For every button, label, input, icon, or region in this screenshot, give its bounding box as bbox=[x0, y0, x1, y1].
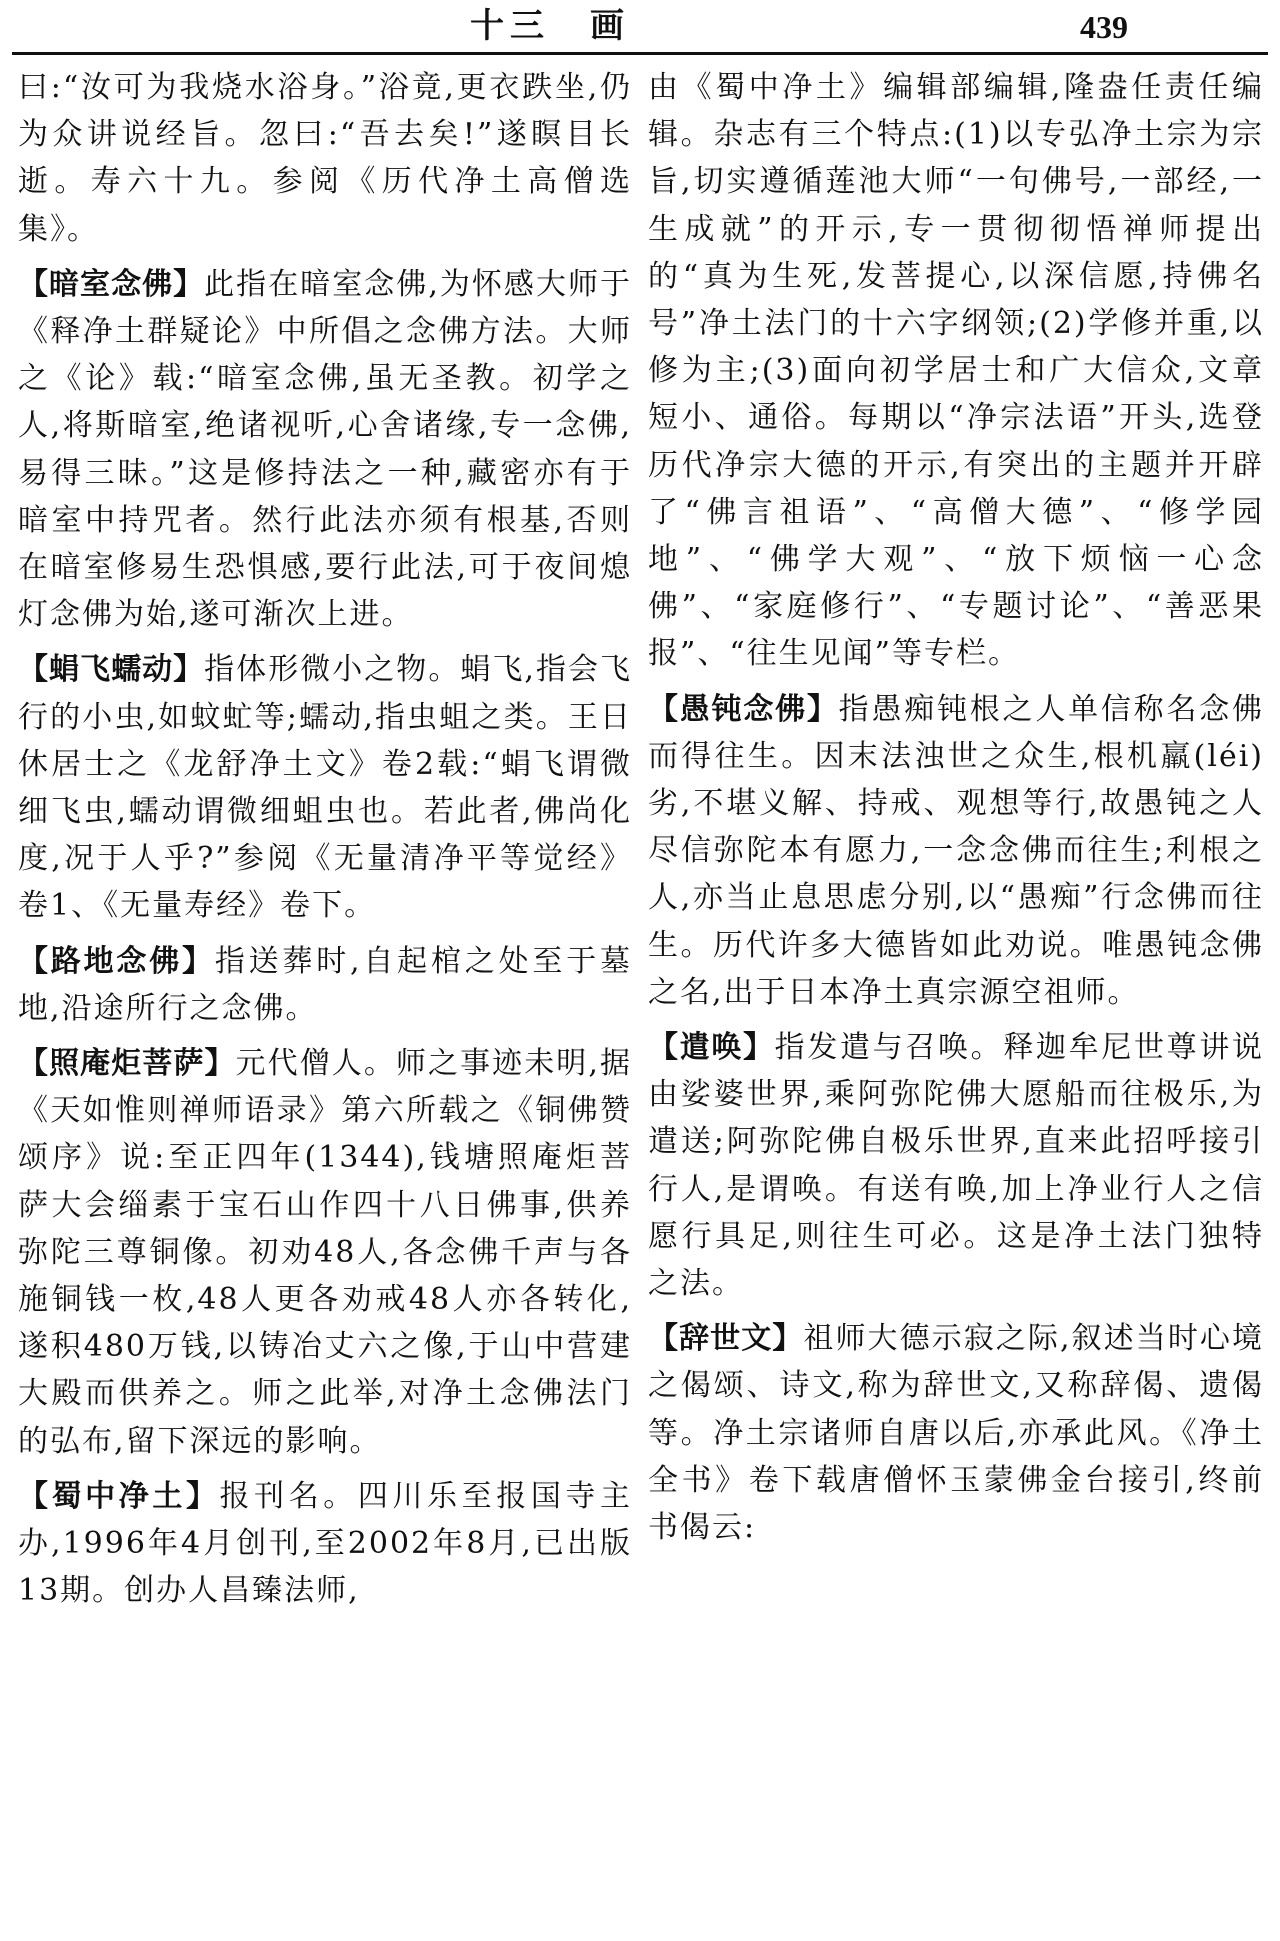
dictionary-entry bbox=[18, 646, 632, 929]
entry-definition: 祖师大德示寂之际,叙述当时心境之偈颂、诗文,称为辞世文,又称辞偈、遗偈等。净土宗诸师自唐以后,亦承此风。《净土全书》卷下载唐僧怀玉蒙佛金台接引,终前书偈云: bbox=[648, 1321, 1264, 1546]
dictionary-entry bbox=[648, 1024, 1264, 1307]
header-rule bbox=[12, 52, 1268, 55]
entry-definition: 指送葬时,自起棺之处至于墓地,沿途所行之念佛。 bbox=[18, 943, 632, 1026]
entry-headword: 【暗室念佛】 bbox=[18, 266, 205, 302]
entry-headword: 【遣唤】 bbox=[648, 1030, 775, 1066]
dictionary-entry bbox=[18, 1040, 632, 1465]
right-column bbox=[648, 64, 1264, 1559]
entry-definition: 报刊名。四川乐至报国寺主办,1996年4月创刊,至2002年8月,已出版13期。创办人昌臻法师, bbox=[18, 1478, 633, 1609]
dictionary-entry bbox=[648, 686, 1264, 1016]
entry-definition: 指发遣与召唤。释迦牟尼世尊讲说由娑婆世界,乘阿弥陀佛大愿船而往极乐,为遣送;阿弥陀佛自极乐世界,直来此招呼接引行人,是谓唤。有送有唤,加上净业行人之信愿行具足,则往生可必。这是净土法门独特之法。 bbox=[648, 1030, 1265, 1302]
dictionary-entry bbox=[18, 261, 632, 639]
entry-definition: 元代僧人。师之事迹未明,据《天如惟则禅师语录》第六所载之《铜佛赞颂序》说:至正四年(1344),钱塘照庵炬菩萨大会缁素于宝石山作四十八日佛事,供养弥陀三尊铜像。初劝48人,各念佛千声与各施铜钱一枚,48人更各劝戒48人亦各转化,遂积480万钱,以铸冶丈六之像,于山中营建大殿而供养之。师之此举,对净土念佛法门的弘布,留下深远的影响。 bbox=[18, 1046, 633, 1459]
entry-headword: 【路地念佛】 bbox=[18, 943, 215, 979]
left-column bbox=[18, 64, 632, 1623]
entry-definition: 指愚痴钝根之人单信称名念佛而得往生。因末法浊世之众生,根机羸(léi)劣,不堪义解、持戒、观想等行,故愚钝之人尽信弥陀本有愿力,一念念佛而往生;利根之人,亦当止息思虑分别,以“愚痴”行念佛而往生。历代许多大德皆如此劝说。唯愚钝念佛之名,出于日本净土真宗源空祖师。 bbox=[648, 691, 1265, 1010]
running-head-title: 画 bbox=[590, 6, 630, 46]
dictionary-entry bbox=[18, 938, 632, 1032]
entry-definition: 指体形微小之物。蜎飞,指会飞行的小虫,如蚊虻等;蠕动,指虫蛆之类。王日休居士之《龙舒净土文》卷2载:“蜎飞谓微细飞虫,蠕动谓微细蛆虫也。若此者,佛尚化度,况于人乎?”参阅《无量清净平等觉经》卷1、《无量寿经》卷下。 bbox=[18, 652, 633, 924]
entry-headword: 【蜎飞蠕动】 bbox=[18, 652, 205, 688]
dictionary-entry bbox=[18, 1473, 632, 1615]
page-header bbox=[0, 0, 1280, 60]
entry-headword: 【蜀中净土】 bbox=[18, 1478, 220, 1514]
page-number: 439 bbox=[1080, 9, 1128, 45]
entry-definition: 此指在暗室念佛,为怀感大师于《释净土群疑论》中所倡之念佛方法。大师之《论》载:“暗室念佛,虽无圣教。初学之人,将斯暗室,绝诸视听,心舍诸缘,专一念佛,易得三昧。”这是修持法之一种,藏密亦有于暗室中持咒者。然行此法亦须有根基,否则在暗室修易生恐惧感,要行此法,可于夜间熄灯念佛为始,遂可渐次上进。 bbox=[18, 266, 633, 633]
running-head bbox=[470, 4, 630, 48]
entry-headword: 【照庵炬菩萨】 bbox=[18, 1046, 236, 1082]
entry-headword: 【愚钝念佛】 bbox=[648, 691, 839, 727]
entry-headword: 【辞世文】 bbox=[648, 1321, 804, 1357]
running-head-section: 十三 bbox=[470, 6, 550, 46]
dictionary-entry bbox=[648, 1315, 1264, 1551]
continuation-text: 由《蜀中净土》编辑部编辑,隆盎任责任编辑。杂志有三个特点:(1)以专弘净土宗为宗旨,切实遵循莲池大师“一句佛号,一部经,一生成就”的开示,专一贯彻彻悟禅师提出的“真为生死,发菩提心,以深信愿,持佛名号”净土法门的十六字纲领;(2)学修并重,以修为主;(3)面向初学居士和广大信众,文章短小、通俗。每期以“净宗法语”开头,选登历代净宗大德的开示,有突出的主题并开辟了“佛言祖语”、“高僧大德”、“修学园地”、“佛学大观”、“放下烦恼一心念佛”、“家庭修行”、“专题讨论”、“善恶果报”、“往生见闻”等专栏。 bbox=[648, 70, 1264, 672]
continuation-text: 曰:“汝可为我烧水浴身。”浴竟,更衣跌坐,仍为众讲说经旨。忽曰:“吾去矣!”遂瞑目长逝。寿六十九。参阅《历代净土高僧选集》。 bbox=[18, 70, 632, 247]
